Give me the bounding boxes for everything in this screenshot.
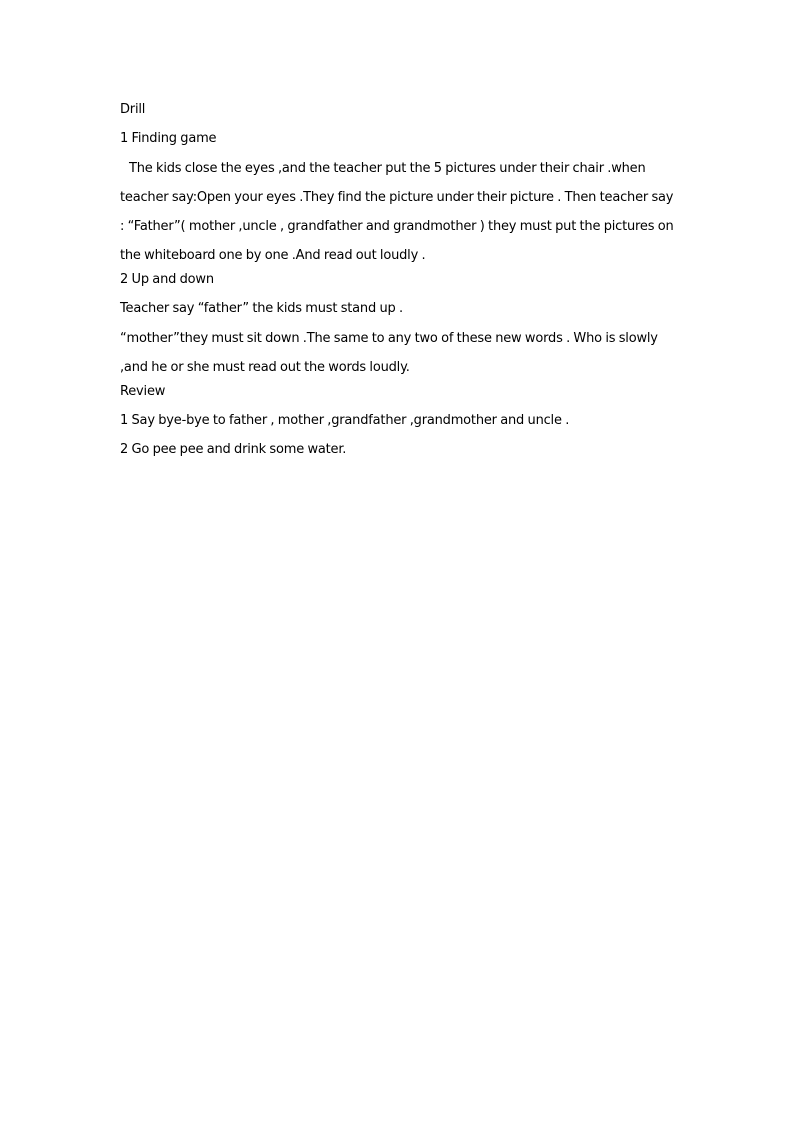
review-item-2: 2 Go pee pee and drink some water. bbox=[120, 441, 347, 457]
up-and-down-paragraph: “mother”they must sit down .The same to any two of these new words . Who is slowly ,and he or she must read out the words loudly. bbox=[120, 330, 658, 375]
heading-review: Review bbox=[120, 383, 166, 399]
up-and-down-line-1: Teacher say “father” the kids must stand up . bbox=[120, 301, 403, 317]
finding-game-title: 1 Finding game bbox=[120, 131, 217, 147]
document-content bbox=[120, 100, 680, 469]
finding-game-paragraph: The kids close the eyes ,and the teacher put the 5 pictures under their chair .when teacher say:Open your eyes .They find the picture under their picture . Then teacher say : “Father”( mother ,uncle , grandfather and grandmother ) they must put the pictures on the whiteboard one by one .And read out loudly . bbox=[120, 160, 674, 264]
heading-drill: Drill bbox=[120, 102, 146, 117]
up-and-down-title: 2 Up and down bbox=[120, 272, 214, 287]
review-item-1: 1 Say bye-bye to father , mother ,grandfather ,grandmother and uncle . bbox=[120, 412, 570, 428]
